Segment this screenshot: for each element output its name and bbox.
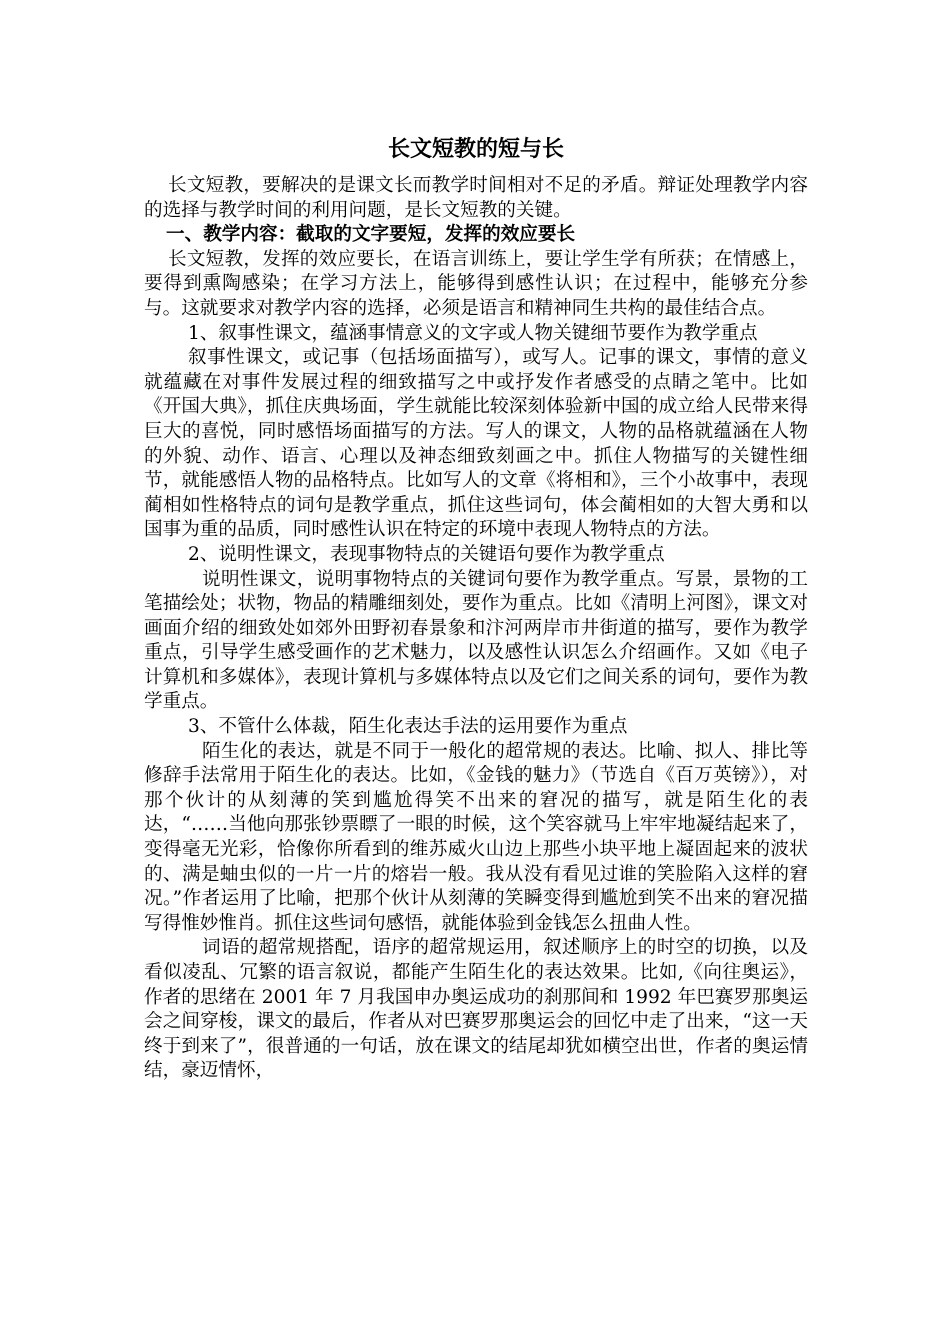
document-body xyxy=(144,174,808,1084)
section-1-paragraph: 长文短教，发挥的效应要长，在语言训练上，要让学生学有所获；在情感上，要得到熏陶感染；在学习方法上，能够得到感性认识；在过程中，能够充分参与。这就要求对教学内容的选择，必须是语言和精神同生共构的最佳结合点。 xyxy=(144,248,808,319)
subheading-1: 1、叙事性课文，蕴涵事情意义的文字或人物关键细节要作为教学重点 xyxy=(188,322,758,344)
document-title: 长文短教的短与长 xyxy=(387,136,564,162)
section-heading-1: 一、教学内容：截取的文字要短，发挥的效应要长 xyxy=(166,224,576,246)
intro-paragraph: 长文短教，要解决的是课文长而教学时间相对不足的矛盾。辩证处理教学内容的选择与教学时间的利用问题，是长文短教的关键。 xyxy=(144,175,808,221)
expository-paragraph: 说明性课文，说明事物特点的关键词句要作为教学重点。写景，景物的工笔描绘处；状物，物品的精雕细刻处，要作为重点。比如《清明上河图》，课文对画面介绍的细致处如郊外田野初春景象和汴河两岸市井街道的描写，要作为教学重点，引导学生感受画作的艺术魅力，以及感性认识怎么介绍画作。又如《电子计算机和多媒体》，表现计算机与多媒体特点以及它们之间关系的词句，要作为教学重点。 xyxy=(144,568,808,713)
word-collocation-paragraph: 词语的超常规搭配，语序的超常规运用，叙述顺序上的时空的切换，以及看似凌乱、冗繁的语言叙说，都能产生陌生化的表达效果。比如,《向往奥运》，作者的思绪在 2001 年 7 月我国申办奥运成功的刹那间和 1992 年巴赛罗那奥运会之间穿梭，课文的最后，作者从对巴赛罗那奥运会的回忆中走了出来，“这一天终于到来了”，很普通的一句话，放在课文的结尾却犹如横空出世，作者的奥运情结，豪迈情怀， xyxy=(144,937,808,1082)
subheading-2: 2、说明性课文，表现事物特点的关键语句要作为教学重点 xyxy=(188,543,665,565)
narrative-paragraph: 叙事性课文，或记事（包括场面描写），或写人。记事的课文，事情的意义就蕴藏在对事件发展过程的细致描写之中或抒发作者感受的点睛之笔中。比如《开国大典》，抓住庆典场面，学生就能比较深刻体验新中国的成立给人民带来得巨大的喜悦，同时感悟场面描写的方法。写人的课文，人物的品格就蕴涵在人物的外貌、动作、语言、心理以及神态细致刻画之中。抓住人物描写的关键性细节，就能感悟人物的品格特点。比如写人的文章《将相和》，三个小故事中，表现蔺相如性格特点的词句是教学重点，抓住这些词句，体会蔺相如的大智大勇和以国事为重的品质，同时感性认识在特定的环境中表现人物特点的方法。 xyxy=(144,347,808,541)
subheading-3: 3、不管什么体裁，陌生化表达手法的运用要作为重点 xyxy=(188,716,628,738)
defamiliarization-paragraph: 陌生化的表达，就是不同于一般化的超常规的表达。比喻、拟人、排比等修辞手法常用于陌生化的表达。比如，《金钱的魅力》（节选自《百万英镑》），对那个伙计的从刻薄的笑到尴尬得笑不出来的窘况的描写，就是陌生化的表达，“……当他向那张钞票瞟了一眼的时候，这个笑容就马上牢牢地凝结起来了，变得毫无光彩，恰像你所看到的维苏威火山边上那些小块平地上凝固起来的波状的、满是蚰虫似的一片一片的熔岩一般。我从没有看见过谁的笑脸陷入这样的窘况。”作者运用了比喻，把那个伙计从刻薄的笑瞬变得到尴尬到笑不出来的窘况描写得惟妙惟肖。抓住这些词句感悟，就能体验到金钱怎么扭曲人性。 xyxy=(144,740,808,934)
